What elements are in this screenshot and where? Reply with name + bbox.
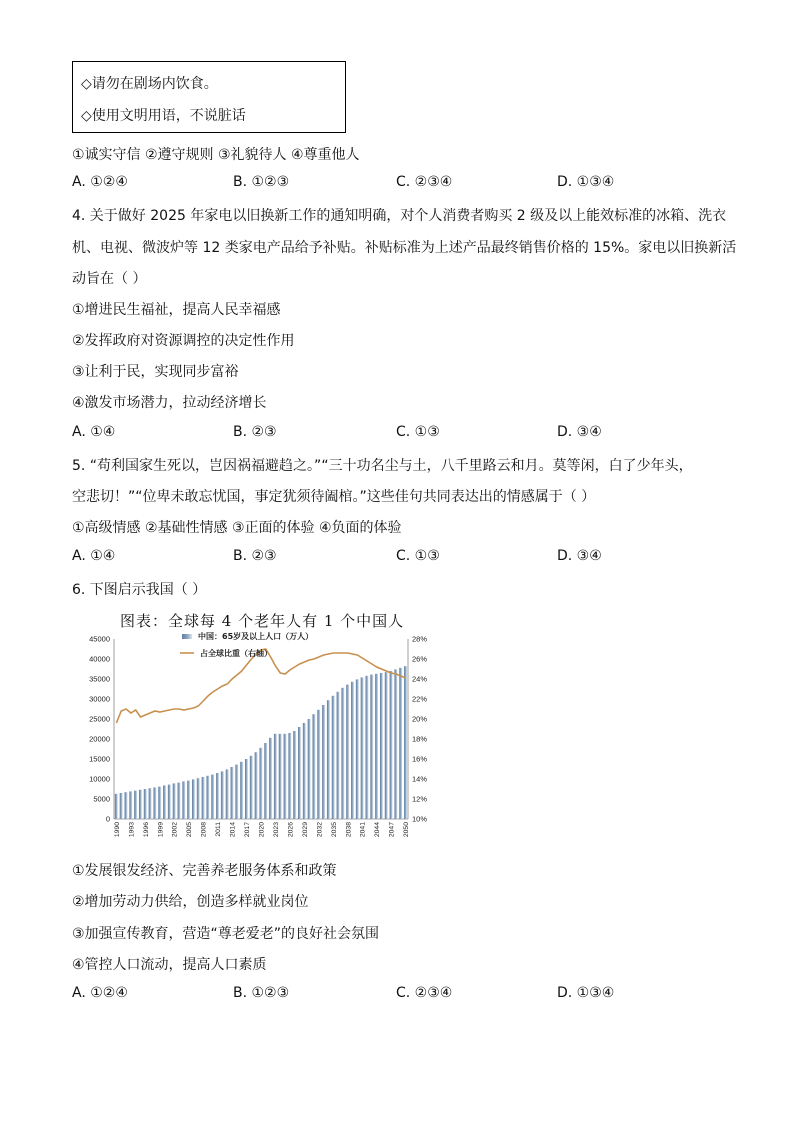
population-bar xyxy=(279,734,282,819)
population-bar xyxy=(322,705,325,819)
x-tick-label: 2038 xyxy=(345,822,353,838)
x-tick-label: 2017 xyxy=(244,822,252,838)
x-tick-label: 2008 xyxy=(200,822,208,838)
x-tick-label: 2011 xyxy=(215,822,223,837)
population-bar xyxy=(269,738,272,819)
population-bar xyxy=(317,710,320,819)
x-tick-label: 1996 xyxy=(142,822,150,838)
population-bar xyxy=(259,748,262,819)
x-tick-label: 2032 xyxy=(316,822,324,838)
q5-option-d[interactable]: D. ③④ xyxy=(557,548,602,564)
x-tick-label: 2041 xyxy=(359,822,367,838)
population-bar xyxy=(134,791,137,819)
x-tick-label: 2035 xyxy=(330,822,338,838)
population-bar xyxy=(404,666,407,819)
y2-tick-label: 24% xyxy=(412,674,428,684)
population-bar xyxy=(303,723,306,819)
x-tick-label: 1999 xyxy=(157,822,165,838)
y-tick-label: 40000 xyxy=(89,654,110,664)
q4-option-a[interactable]: A. ①④ xyxy=(72,424,116,440)
x-tick-label: 2050 xyxy=(403,822,411,838)
population-bar xyxy=(245,759,248,819)
q5-stem-line: 空悲切！”“位卑未敢忘忧国，事定犹须待阖棺。”这些佳句共同表达出的情感属于（ ） xyxy=(72,489,596,505)
population-bar xyxy=(288,733,291,819)
y2-tick-label: 28% xyxy=(412,634,428,644)
y-tick-label: 5000 xyxy=(93,794,110,804)
population-bar xyxy=(158,787,161,819)
q4-statement: ②发挥政府对资源调控的决定性作用 xyxy=(72,333,295,349)
y-tick-label: 25000 xyxy=(89,714,110,724)
population-bar xyxy=(337,692,340,819)
population-bar xyxy=(346,685,349,819)
q6-stem: 6. 下图启示我国（ ） xyxy=(72,582,207,598)
population-bar xyxy=(153,787,156,819)
q4-option-b[interactable]: B. ②③ xyxy=(233,424,277,440)
q6-statement: ④管控人口流动，提高人口素质 xyxy=(72,957,267,973)
q4-statement: ①增进民生福祉，提高人民幸福感 xyxy=(72,302,281,318)
q3-option-b[interactable]: B. ①②③ xyxy=(233,174,290,190)
population-bar xyxy=(139,790,142,819)
population-bar xyxy=(399,668,402,819)
q4-stem-line: 动旨在（ ） xyxy=(72,271,147,287)
population-bar xyxy=(178,783,181,819)
population-bar xyxy=(163,785,166,819)
y2-tick-label: 22% xyxy=(412,694,428,704)
y-tick-label: 0 xyxy=(105,814,110,824)
chart-title: 图表：全球每 4 个老年人有 1 个中国人 xyxy=(120,612,405,630)
population-chart xyxy=(76,628,442,850)
y-tick-label: 10000 xyxy=(89,774,110,784)
notice-line: ◇请勿在剧场内饮食。 xyxy=(81,76,218,92)
q6-statement: ②增加劳动力供给，创造多样就业岗位 xyxy=(72,894,309,910)
x-tick-label: 2014 xyxy=(229,822,237,838)
population-bar xyxy=(327,700,330,819)
population-bar xyxy=(216,773,219,819)
population-bar xyxy=(182,781,185,819)
y2-tick-label: 12% xyxy=(412,794,428,804)
y2-tick-label: 10% xyxy=(412,814,428,824)
q3-option-a[interactable]: A. ①②④ xyxy=(72,174,128,190)
population-bar xyxy=(264,743,267,819)
x-tick-label: 1990 xyxy=(113,822,121,838)
population-bar xyxy=(211,775,214,819)
y-tick-label: 20000 xyxy=(89,734,110,744)
x-tick-label: 2023 xyxy=(272,822,280,838)
q4-statement: ③让利于民，实现同步富裕 xyxy=(72,364,239,380)
population-bar xyxy=(308,719,311,819)
q6-statement: ③加强宣传教育，营造“尊老爱老”的良好社会氛围 xyxy=(72,926,380,942)
population-bar xyxy=(284,734,287,819)
q6-option-b[interactable]: B. ①②③ xyxy=(233,985,290,1001)
q5-option-b[interactable]: B. ②③ xyxy=(233,548,277,564)
q6-option-d[interactable]: D. ①③④ xyxy=(557,985,615,1001)
population-bar xyxy=(226,769,229,819)
population-bar xyxy=(240,762,243,819)
population-bar xyxy=(129,791,132,819)
population-bar xyxy=(187,781,190,819)
population-bar xyxy=(356,679,359,819)
population-bar xyxy=(221,771,224,819)
q5-option-a[interactable]: A. ①④ xyxy=(72,548,116,564)
population-bar xyxy=(250,756,253,819)
population-bar xyxy=(380,673,383,819)
population-bar xyxy=(231,767,234,819)
population-bar xyxy=(235,765,238,819)
y2-tick-label: 14% xyxy=(412,774,428,784)
population-bar xyxy=(206,776,209,819)
legend-label-population: 中国：65岁及以上人口（万人） xyxy=(198,632,314,641)
population-bar xyxy=(312,714,315,819)
legend-swatch-bar xyxy=(182,634,192,639)
population-bar xyxy=(192,779,195,819)
population-bar xyxy=(341,688,344,819)
q6-option-c[interactable]: C. ②③④ xyxy=(396,985,453,1001)
q3-option-d[interactable]: D. ①③④ xyxy=(557,174,615,190)
q4-stem-line: 机、电视、微波炉等 12 类家电产品给予补贴。补贴标准为上述产品最终销售价格的 15%。家电以旧换新活 xyxy=(72,240,737,256)
population-bar xyxy=(293,731,296,819)
population-bar xyxy=(255,752,258,819)
x-tick-label: 2020 xyxy=(258,822,266,838)
x-tick-label: 2044 xyxy=(374,822,382,838)
q5-option-c[interactable]: C. ①③ xyxy=(396,548,440,564)
q4-stem-line: 4. 关于做好 2025 年家电以旧换新工作的通知明确，对个人消费者购买 2 级及以上能效标准的冰箱、洗衣 xyxy=(72,208,727,224)
x-tick-label: 2029 xyxy=(301,822,309,838)
q5-stem-line: 5. “苟利国家生死以，岂因祸福避趋之。”“三十功名尘与土，八千里路云和月。莫等闲，白了少年头， xyxy=(72,458,693,474)
population-bar xyxy=(125,792,128,819)
population-bar xyxy=(144,789,147,819)
y2-tick-label: 26% xyxy=(412,654,428,664)
y-tick-label: 30000 xyxy=(89,694,110,704)
population-bar xyxy=(115,794,118,819)
x-tick-label: 2002 xyxy=(171,822,179,838)
y2-tick-label: 18% xyxy=(412,734,428,744)
population-bar xyxy=(370,675,373,819)
q5-statements: ①高级情感 ②基础性情感 ③正面的体验 ④负面的体验 xyxy=(72,520,402,536)
population-bar xyxy=(202,777,205,819)
x-tick-label: 2026 xyxy=(287,822,295,838)
population-bar xyxy=(197,778,200,819)
q6-statement: ①发展银发经济、完善养老服务体系和政策 xyxy=(72,863,337,879)
population-bar xyxy=(385,672,388,819)
y-tick-label: 35000 xyxy=(89,674,110,684)
population-bar xyxy=(351,682,354,819)
y-tick-label: 15000 xyxy=(89,754,110,764)
x-tick-label: 2047 xyxy=(388,822,396,838)
population-bar xyxy=(390,671,393,819)
population-bar xyxy=(168,785,171,819)
notice-box xyxy=(72,61,346,133)
population-bar xyxy=(298,727,301,819)
population-bar xyxy=(149,788,152,819)
population-bar xyxy=(361,677,364,819)
population-bar xyxy=(394,669,397,819)
x-tick-label: 2005 xyxy=(186,822,194,838)
x-tick-label: 1993 xyxy=(128,822,136,838)
y-tick-label: 45000 xyxy=(89,634,110,644)
population-bar xyxy=(365,676,368,819)
notice-line: ◇使用文明用语，不说脏话 xyxy=(81,108,246,124)
q4-option-c[interactable]: C. ①③ xyxy=(396,424,440,440)
q3-option-c[interactable]: C. ②③④ xyxy=(396,174,453,190)
population-bar xyxy=(274,734,277,819)
q6-option-a[interactable]: A. ①②④ xyxy=(72,985,128,1001)
q4-statement: ④激发市场潜力，拉动经济增长 xyxy=(72,395,267,411)
y2-tick-label: 20% xyxy=(412,714,428,724)
population-bar xyxy=(173,783,176,819)
legend-label-share: 占全球比重（右轴） xyxy=(200,649,272,658)
population-bar xyxy=(332,696,335,819)
q3-statements: ①诚实守信 ②遵守规则 ③礼貌待人 ④尊重他人 xyxy=(72,147,360,163)
population-bar xyxy=(120,793,123,819)
population-bar xyxy=(375,674,378,819)
q4-option-d[interactable]: D. ③④ xyxy=(557,424,602,440)
y2-tick-label: 16% xyxy=(412,754,428,764)
